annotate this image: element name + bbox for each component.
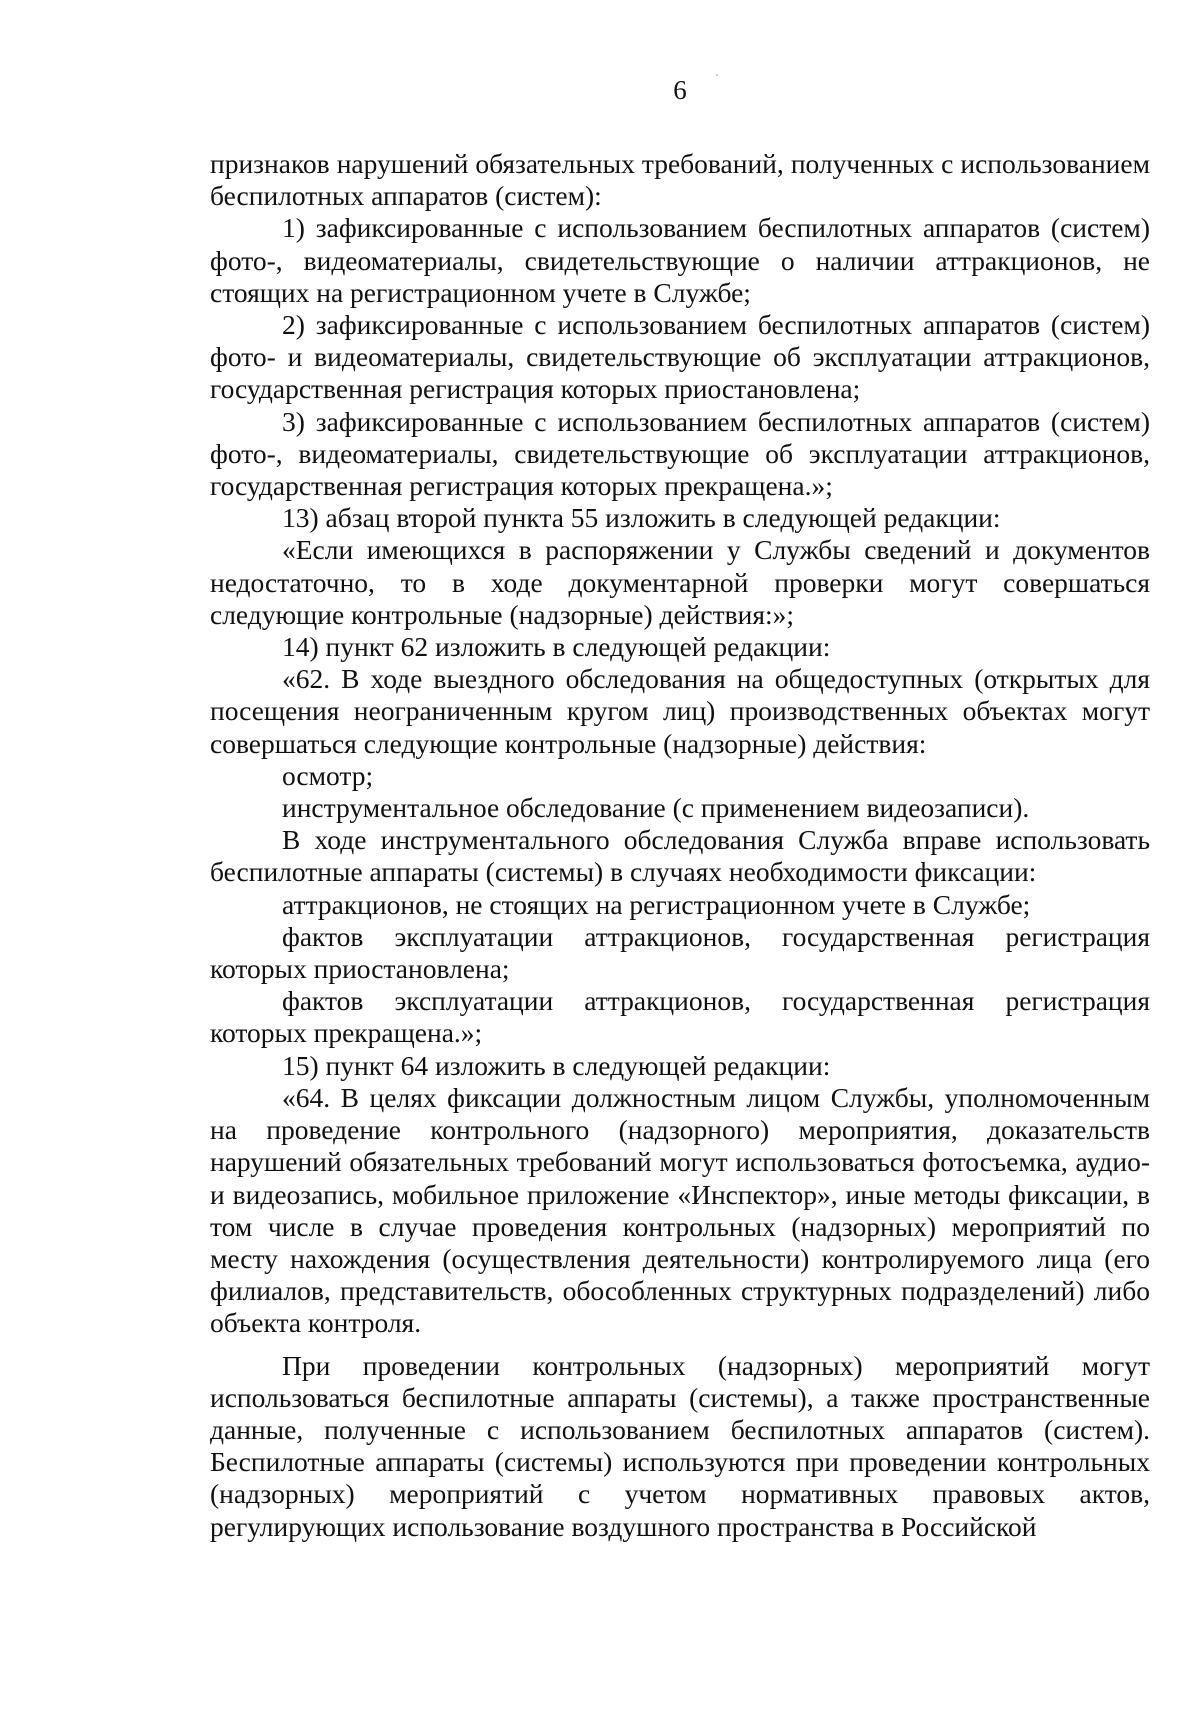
list-item-3: 3) зафиксированные с использованием беспилотных аппаратов (систем) фото-, видеоматериалы, свидетельствующие об эксплуатации аттракционов, государственная регистрация которых прекращена.»; xyxy=(210,405,1150,502)
amendment-15: 15) пункт 64 изложить в следующей редакции: xyxy=(282,1049,831,1081)
amendment-14: 14) пункт 62 изложить в следующей редакции: xyxy=(282,631,831,663)
clause-64-text: «64. В целях фиксации должностным лицом Службы, уполномоченным на проведение контрольного (надзорного) мероприятия, доказательств нарушений обязательных требований могут использоваться фотосъемка, аудио- и видеозапись, мобильное приложение «Инспектор», иные методы фиксации, в том числе в случае проведения контрольных (надзорных) мероприятий по месту нахождения (осуществления деятельности) контролируемого лица (его филиалов, представительств, обособленных структурных подразделений) либо объекта контроля. xyxy=(210,1081,1150,1339)
clause-62-text: «62. В ходе выездного обследования на общедоступных (открытых для посещения неограниченным кругом лиц) производственных объектах могут совершаться следующие контрольные (надзорные) действия: xyxy=(210,663,1150,759)
amendment-13: 13) абзац второй пункта 55 изложить в следующей редакции: xyxy=(282,502,1001,534)
paragraph-continuation: признаков нарушений обязательных требований, полученных с использованием беспилотных аппаратов (систем): xyxy=(210,148,1150,212)
clause-62-fix-item-1: аттракционов, не стоящих на регистрационном учете в Службе; xyxy=(282,888,1031,920)
clause-64-drones: При проведении контрольных (надзорных) мероприятий могут использоваться беспилотные аппараты (системы), а также пространственные данные, полученные с использованием беспилотных аппаратов (систем). Беспилотные аппараты (системы) используются при проведении контрольных (надзорных) мероприятий с учетом нормативных правовых актов, регулирующих использование воздушного пространства в Российской xyxy=(210,1349,1150,1542)
clause-62-drones: В ходе инструментального обследования Служба вправе использовать беспилотные аппараты (системы) в случаях необходимости фиксации: xyxy=(210,824,1150,888)
page-number: 6 xyxy=(673,75,687,105)
clause-62-item-instrumental: инструментальное обследование (с применением видеозаписи). xyxy=(282,792,1030,824)
amendment-13-text: «Если имеющихся в распоряжении у Службы сведений и документов недостаточно, то в ходе документарной проверки могут совершаться следующие контрольные (надзорные) действия:»; xyxy=(210,534,1150,630)
clause-62-fix-item-2: фактов эксплуатации аттракционов, государственная регистрация которых приостановлена; xyxy=(210,920,1150,985)
list-item-2: 2) зафиксированные с использованием беспилотных аппаратов (систем) фото- и видеоматериалы, свидетельствующие об эксплуатации аттракционов, государственная регистрация которых приостановлена; xyxy=(210,309,1150,405)
scan-artifact xyxy=(716,74,718,76)
document-body xyxy=(210,148,1150,1543)
list-item-1: 1) зафиксированные с использованием беспилотных аппаратов (систем) фото-, видеоматериалы, свидетельствующие о наличии аттракционов, не стоящих на регистрационном учете в Службе; xyxy=(210,212,1150,308)
clause-62-item-inspection: осмотр; xyxy=(282,759,374,791)
clause-62-fix-item-3: фактов эксплуатации аттракционов, государственная регистрация которых прекращена.»; xyxy=(210,985,1150,1049)
